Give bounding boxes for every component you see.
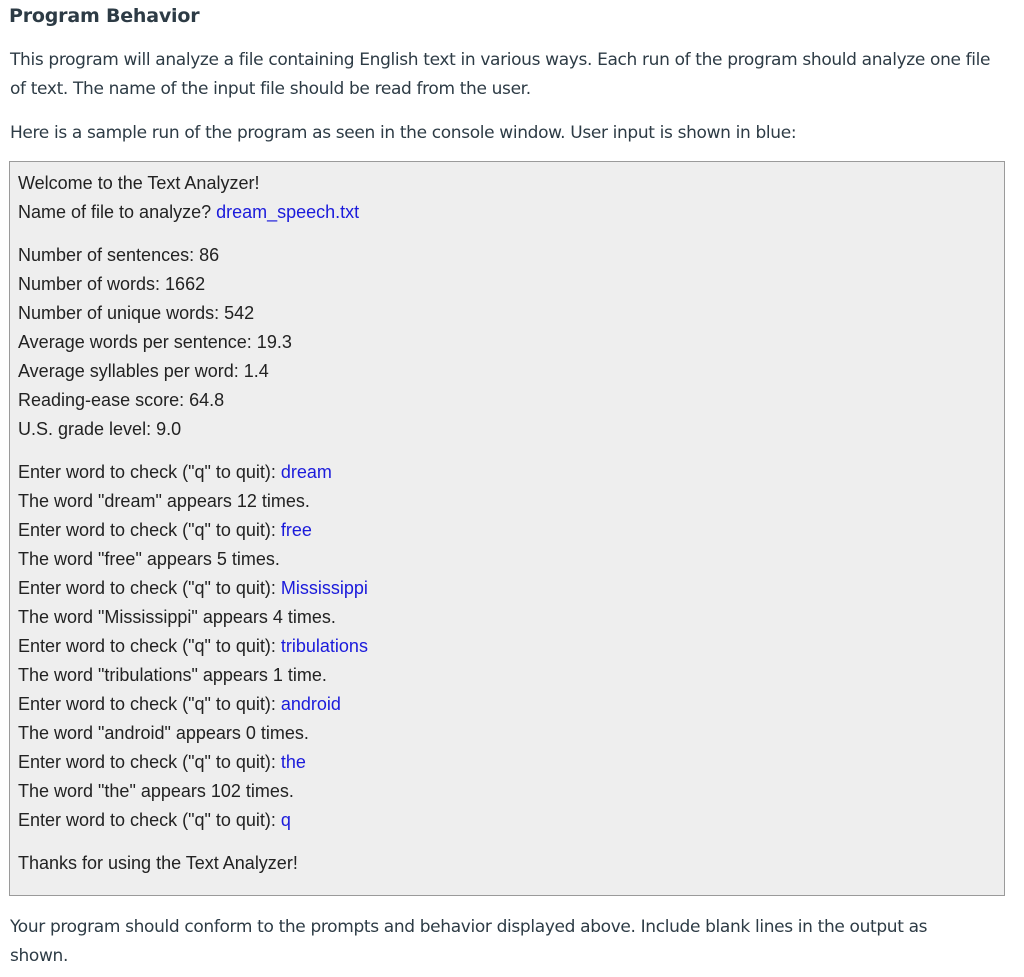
console-blank-line — [18, 227, 996, 241]
closing-paragraph: Your program should conform to the prompts and behavior displayed above. Include blank lines in the output as shown. — [10, 917, 928, 966]
console-result-line: The word "android" appears 0 times. — [18, 723, 309, 743]
console-result-line: The word "dream" appears 12 times. — [18, 491, 310, 511]
console-prompt-text: Enter word to check ("q" to quit): — [18, 578, 281, 598]
console-welcome-line: Welcome to the Text Analyzer! — [18, 173, 260, 193]
console-word-prompt-line — [18, 690, 996, 719]
console-user-input: q — [280, 810, 291, 830]
console-stat-line: Number of unique words: 542 — [18, 303, 255, 323]
console-user-input: Mississippi — [280, 578, 368, 598]
console-file-prompt-line — [18, 198, 996, 227]
console-prompt-text: Name of file to analyze? — [18, 202, 217, 222]
console-user-input: dream — [280, 462, 332, 482]
console-result-line: The word "the" appears 102 times. — [18, 781, 294, 801]
console-stat-line: Number of words: 1662 — [18, 274, 206, 294]
console-prompt-text: Enter word to check ("q" to quit): — [18, 694, 281, 714]
console-word-prompt-line — [18, 748, 996, 777]
console-user-input: free — [280, 520, 312, 540]
console-user-input: dream_speech.txt — [216, 202, 360, 222]
console-word-prompt-line — [18, 458, 996, 487]
console-word-prompt-line — [18, 516, 996, 545]
console-word-prompt-line — [18, 574, 996, 603]
console-blank-line — [18, 444, 996, 458]
console-prompt-text: Enter word to check ("q" to quit): — [18, 636, 281, 656]
console-prompt-text: Enter word to check ("q" to quit): — [18, 810, 281, 830]
console-word-prompt-line — [18, 632, 996, 661]
console-stat-line: Number of sentences: 86 — [18, 245, 220, 265]
console-stat-line: Average words per sentence: 19.3 — [18, 332, 292, 352]
console-blank-line — [18, 835, 996, 849]
console-prompt-text: Enter word to check ("q" to quit): — [18, 520, 281, 540]
console-prompt-text: Enter word to check ("q" to quit): — [18, 752, 281, 772]
console-goodbye-line: Thanks for using the Text Analyzer! — [18, 853, 298, 873]
console-user-input: android — [280, 694, 341, 714]
console-stat-line: Average syllables per word: 1.4 — [18, 361, 269, 381]
console-result-line: The word "free" appears 5 times. — [18, 549, 280, 569]
console-word-prompt-line — [18, 806, 996, 835]
console-prompt-text: Enter word to check ("q" to quit): — [18, 462, 281, 482]
console-stat-line: U.S. grade level: 9.0 — [18, 419, 182, 439]
console-window — [9, 161, 1005, 896]
sample-intro-paragraph: Here is a sample run of the program as seen in the console window. User input is shown in blue: — [10, 123, 797, 143]
console-result-line: The word "Mississippi" appears 4 times. — [18, 607, 336, 627]
console-user-input: the — [280, 752, 306, 772]
console-user-input: tribulations — [280, 636, 368, 656]
console-stat-line: Reading-ease score: 64.8 — [18, 390, 225, 410]
section-heading: Program Behavior — [9, 5, 200, 27]
console-result-line: The word "tribulations" appears 1 time. — [18, 665, 327, 685]
intro-paragraph: This program will analyze a file containing English text in various ways. Each run of the program should analyze one file of text. The name of the input file should be read from the user. — [10, 50, 991, 99]
